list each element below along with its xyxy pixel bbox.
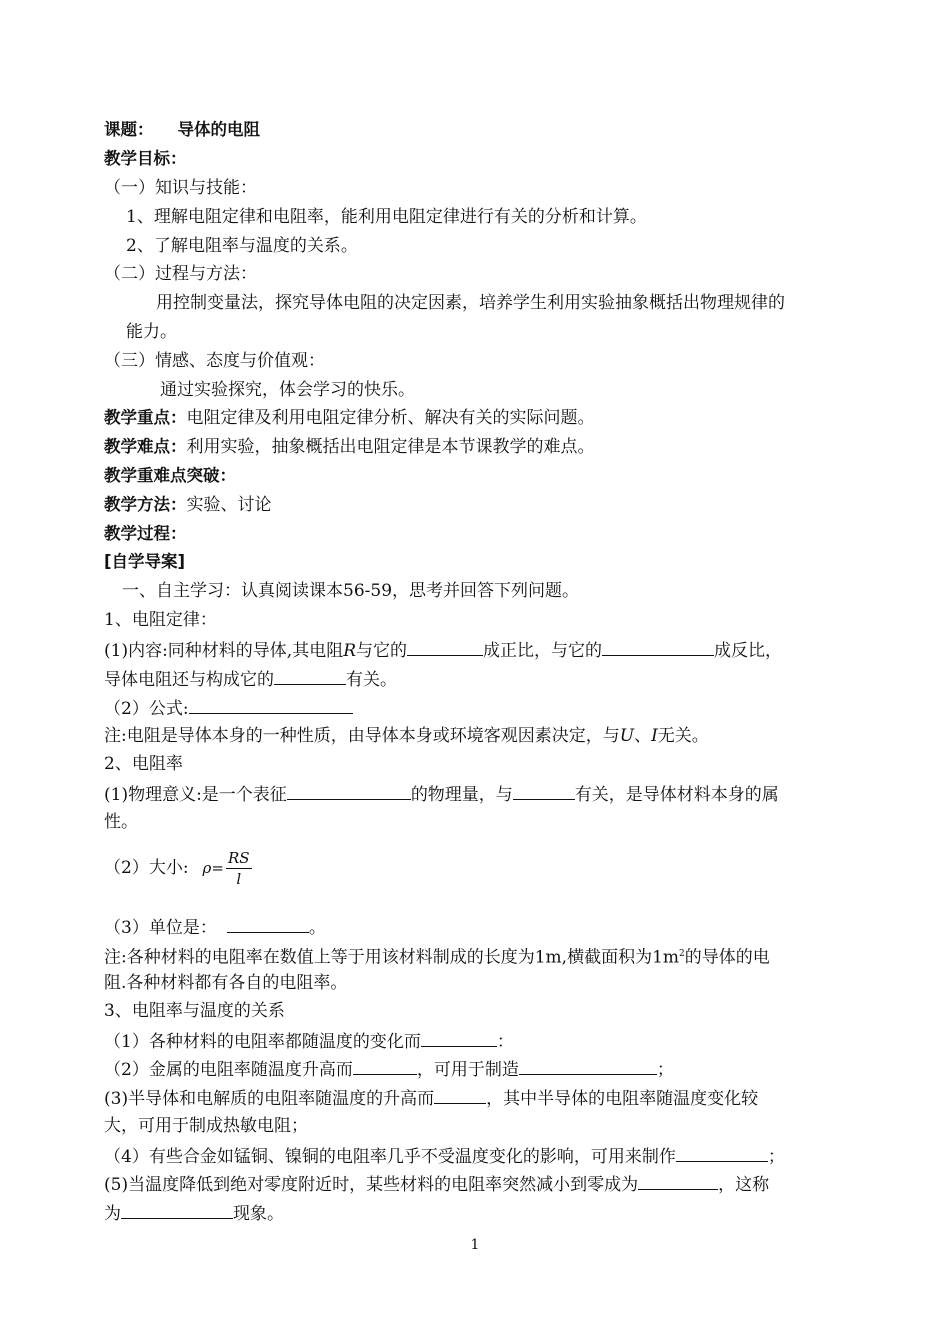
- s3-item2-c: ；: [656, 1060, 674, 1080]
- blank-3[interactable]: [274, 668, 346, 685]
- fraction-numerator: RS: [227, 849, 250, 867]
- s3-item4-a: （4）有些合金如锰铜、镍铜的电阻率几乎不受温度变化的影响，可用来制作: [104, 1147, 676, 1167]
- key-points-label: 教学重点：: [104, 408, 187, 427]
- s1-note-i: I: [651, 726, 658, 746]
- s1-note-a: 注:电阻是导体本身的一种性质，由导体本身或环境客观因素决定，与: [104, 726, 620, 746]
- s1-note-u: U: [619, 726, 635, 746]
- s3-item5-c: 为: [104, 1204, 121, 1224]
- s1-content-f: 有关。: [346, 670, 397, 690]
- rs-over-l-fraction: [226, 848, 252, 889]
- section-1-formula-line: [104, 697, 852, 719]
- s3-item2-b: ，可用于制造: [416, 1060, 519, 1080]
- s3-item5-a: (5)当温度降低到绝对零度附近时，某些材料的电阻率突然减小到零成为: [104, 1175, 639, 1195]
- section-1-note: [104, 726, 852, 746]
- s3-item5-d: 现象。: [233, 1204, 284, 1224]
- section-3-item-3-line-2: 大，可用于制成热敏电阻；: [104, 1116, 308, 1136]
- method-label: 教学方法：: [104, 495, 187, 514]
- section-2-heading: 2、电阻率: [104, 754, 183, 774]
- s3-item3-b: ，其中半导体的电阻率随温度变化较: [486, 1089, 759, 1109]
- objective-3-heading: （三）情感、态度与价值观：: [104, 351, 325, 371]
- key-points-text: 电阻定律及利用电阻定律分析、解决有关的实际问题。: [186, 408, 595, 428]
- s2-meaning-c: 有关，是导体材料本身的属: [574, 785, 779, 805]
- section-1-content-line-2: [104, 668, 852, 690]
- s2-note-sup: 2: [679, 949, 685, 959]
- section-2-meaning-line-2: 性。: [104, 812, 138, 832]
- blank-10[interactable]: [676, 1145, 768, 1162]
- objective-2-heading: （二）过程与方法：: [104, 264, 257, 284]
- title-label: 课题：: [104, 120, 154, 139]
- blank-5[interactable]: [513, 783, 575, 800]
- s2-unit-end: 。: [308, 918, 326, 938]
- breakthrough-heading: 教学重难点突破：: [104, 466, 236, 485]
- guide-heading: [自学导案]: [104, 552, 186, 571]
- section-2-note-line-2: 阻.各种材料都有各自的电阻率。: [104, 973, 348, 993]
- s3-item4-b: ；: [767, 1147, 785, 1167]
- blank-7[interactable]: [353, 1058, 417, 1075]
- method-line: [104, 495, 852, 515]
- title-text: 导体的电阻: [177, 120, 260, 139]
- blank-1[interactable]: [407, 639, 483, 656]
- objective-1-item-1: 1、理解电阻定律和电阻率，能利用电阻定律进行有关的分析和计算。: [126, 207, 647, 227]
- objective-2-text-a: 用控制变量法，探究导体电阻的决定因素，培养学生利用实验抽象概括出物理规律的: [156, 293, 785, 313]
- blank-11[interactable]: [638, 1173, 718, 1190]
- section-2-size-line: [104, 845, 852, 891]
- s1-note-sep: 、: [634, 726, 652, 746]
- section-2-unit-line: [104, 916, 852, 938]
- blank-9[interactable]: [434, 1087, 486, 1104]
- fraction-denominator: l: [236, 870, 242, 888]
- section-3-item-2: [104, 1058, 852, 1080]
- section-1-content-line-1: [104, 639, 852, 661]
- difficulties-line: [104, 437, 852, 457]
- s2-note-a: 注:各种材料的电阻率在数值上等于用该材料制成的长度为1m,横截面积为1m: [104, 947, 680, 968]
- s2-meaning-a: (1)物理意义:是一个表征: [104, 785, 287, 805]
- objective-2-text-b: 能力。: [126, 322, 177, 342]
- self-study-line: 一、自主学习：认真阅读课本56-59，思考并回答下列问题。: [122, 581, 580, 601]
- s2-meaning-b: 的物理量，与: [410, 785, 513, 805]
- s3-item2-a: （2）金属的电阻率随温度升高而: [104, 1060, 353, 1080]
- s1-formula-label: （2）公式:: [104, 699, 189, 719]
- section-3-item-4: [104, 1145, 852, 1167]
- objectives-heading: 教学目标：: [104, 149, 187, 168]
- s3-item5-b: ，这称: [718, 1175, 770, 1195]
- s1-content-b: 与它的: [356, 641, 408, 661]
- section-1-heading: 1、电阻定律：: [104, 610, 217, 630]
- key-points-line: [104, 408, 852, 428]
- equals-sign: =: [211, 859, 224, 877]
- s1-content-e: 导体电阻还与构成它的: [104, 670, 274, 690]
- process-heading: 教学过程：: [104, 524, 187, 543]
- blank-8[interactable]: [519, 1058, 657, 1075]
- s1-symbol-r: R: [343, 641, 357, 661]
- s2-size-label: （2）大小:: [104, 858, 189, 878]
- s3-item1-b: ：: [496, 1032, 514, 1052]
- s1-note-b: 无关。: [657, 726, 709, 746]
- section-2-meaning-line-1: [104, 783, 852, 805]
- section-2-note-line-1: [104, 944, 852, 968]
- rho-symbol: ρ: [202, 859, 212, 877]
- section-3-heading: 3、电阻率与温度的关系: [104, 1001, 285, 1021]
- page-number: 1: [470, 1237, 480, 1253]
- s2-note-b: 的导体的电: [684, 947, 770, 968]
- blank-6[interactable]: [421, 1030, 497, 1047]
- s1-content-a: (1)内容:同种材料的导体,其电阻: [104, 641, 344, 661]
- method-text: 实验、讨论: [186, 495, 272, 515]
- s1-content-d: 成反比，: [714, 641, 783, 661]
- title-line: [104, 120, 852, 140]
- section-3-item-5-line-1: [104, 1173, 852, 1195]
- difficulties-label: 教学难点：: [104, 437, 187, 456]
- section-3-item-1: [104, 1030, 852, 1052]
- blank-unit[interactable]: [227, 916, 309, 933]
- blank-2[interactable]: [602, 639, 714, 656]
- section-3-item-3-line-1: [104, 1087, 852, 1109]
- objective-1-item-2: 2、了解电阻率与温度的关系。: [126, 236, 358, 256]
- section-3-item-5-line-2: [104, 1202, 852, 1224]
- s2-unit-label: （3）单位是：: [104, 918, 217, 938]
- blank-4[interactable]: [287, 783, 411, 800]
- blank-12[interactable]: [121, 1202, 233, 1219]
- difficulties-text: 利用实验，抽象概括出电阻定律是本节课教学的难点。: [186, 437, 595, 457]
- s3-item1-a: （1）各种材料的电阻率都随温度的变化而: [104, 1032, 421, 1052]
- s3-item3-a: (3)半导体和电解质的电阻率随温度的升高而: [104, 1089, 435, 1109]
- objective-1-heading: （一）知识与技能：: [104, 178, 257, 198]
- s1-content-c: 成正比，与它的: [483, 641, 603, 661]
- blank-formula[interactable]: [189, 697, 353, 714]
- objective-3-text: 通过实验探究，体会学习的快乐。: [160, 380, 415, 400]
